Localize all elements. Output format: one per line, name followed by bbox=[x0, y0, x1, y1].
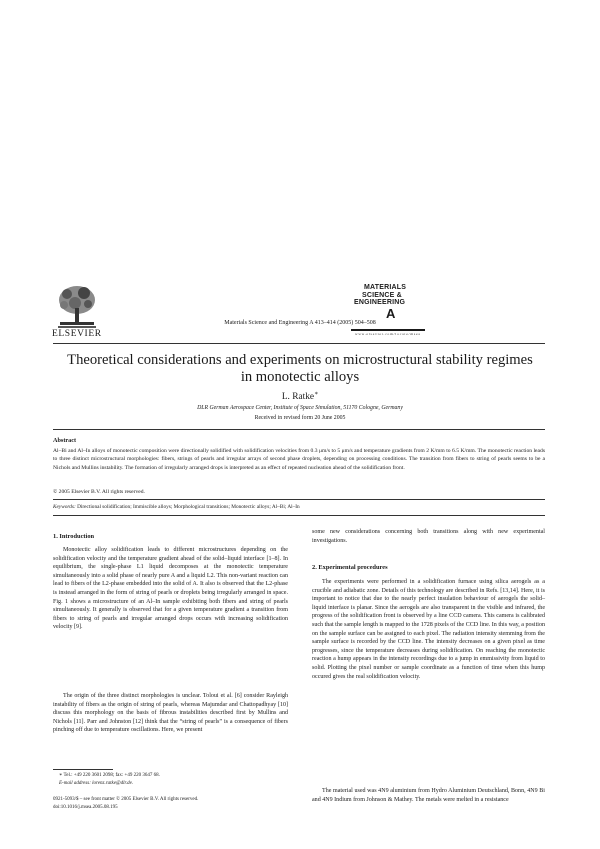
journal-logo-line3: ENGINEERING bbox=[354, 299, 406, 306]
received-date: Received in revised form 20 June 2005 bbox=[254, 415, 346, 421]
section-heading-introduction: 1. Introduction bbox=[53, 533, 95, 540]
intro-paragraph-1: Monotectic alloy solidification leads to different microstructures depending on the solidification velocity and the temperature gradient ahead of the solid–liquid interface [1–8]. In equilibrium, the single-phase L1 liquid decomposes at the monotectic temperature simultaneously into a solid phase of nearly pure A and a liquid L2. This non-variant reaction can lead to fibers of the L2-phase embedded into the solid of A. It also is observed that the L2-phase is instead arranged in the form of string of pearls or droplets being irregularly arranged in space. Fig. 1 shows a microstructure of an Al–In sample exhibiting both fibers and string of pearls simultaneously. It generally is observed that for a given temperature gradient a transition from fibers to string of pearls and irregular arranged drops occurs with increasing solidification velocity [9]. bbox=[53, 547, 288, 631]
footnote-telephone: ∗ Tel.: +49 220 3601 2098; fax: +49 220 3647 68. bbox=[59, 773, 160, 778]
keywords-rule bbox=[53, 499, 545, 500]
issn-line: 0921-5093/$ – see front matter © 2005 Elsevier B.V. All rights reserved. bbox=[53, 797, 199, 802]
section-heading-experimental: 2. Experimental procedures bbox=[312, 564, 388, 571]
journal-logo-bar bbox=[351, 329, 425, 331]
abstract-copyright: © 2005 Elsevier B.V. All rights reserved. bbox=[53, 489, 145, 495]
journal-logo-line2: SCIENCE & bbox=[362, 291, 402, 299]
keywords-bottom-rule bbox=[53, 515, 545, 516]
intro-continued: some new considerations concerning both transitions along with new experimental investigations. bbox=[312, 529, 545, 544]
keywords-list: Directional solidification; Immiscible alloys; Morphological transitions; Monotectic alloys; Al–Bi; Al–In bbox=[77, 504, 300, 510]
footnote-rule bbox=[53, 769, 113, 770]
article-title: Theoretical considerations and experiments on microstructural stability regimes in monotectic alloys bbox=[67, 352, 533, 385]
header-rule bbox=[53, 343, 545, 344]
author-affiliation: DLR German Aerospace Center, Institute of Space Simulation, 51170 Cologne, Germany bbox=[197, 405, 403, 411]
author-name: L. Ratke bbox=[281, 392, 315, 403]
keywords-label: Keywords: bbox=[53, 504, 76, 510]
author-footnote-mark: ∗ bbox=[314, 391, 319, 397]
elsevier-tree-logo-icon bbox=[56, 284, 98, 330]
journal-logo-letter: A bbox=[386, 305, 396, 321]
author-line bbox=[60, 390, 540, 402]
experimental-paragraph-1: The experiments were performed in a solidification furnace using silica aerogels as a crucible and adiabatic zone. Details of this technology are described in Refs. [13,14]. Here, it is important to notice that due to the nearly perfect insulation behaviour of aerogels the solid–liquid interface is planar. Since the aerogels are also transparent in the visible and infrared, the progress of the solidification front is observed by a line CCD camera. This camera is calibrated such that the sample length is mapped to the 1728 pixels of the CCD line. In this way, a position on the sample surface can be assigned to each pixel. The radiation intensity stemming from the sample surface is recorded by the CCD line. The intensity decreases on a given pixel as time progresses, since the temperature decreases during solidification. On reaching the monotectic reaction a hump appears in the intensity recordings due to a jump in emmissivity from liquid to solid. Plotting the pixel number or sample coordinate as a function of time when this hump occured gives the real solidification velocity. bbox=[312, 579, 545, 680]
intro-paragraph-2: The origin of the three distinct morphologies is unclear. Toloui et al. [6] consider Rayleigh instability of fibers as the origin of string of pearls, whereas Majumdar and Chattopadhyay [10] discuss this morphology on the basis of fibrous instabilities described first by Mullins and Nichols [11]. Parr and Johnston [12] think that the “string of pearls” is a consequence of fibers pinching off due to temperature oscillations. Here, we present bbox=[53, 693, 288, 734]
journal-logo bbox=[350, 284, 430, 320]
journal-logo-line1: MATERIALS bbox=[364, 284, 407, 291]
doi-line: doi:10.1016/j.msea.2005.08.195 bbox=[53, 805, 118, 810]
abstract-top-rule bbox=[53, 429, 545, 430]
journal-logo-tagline: www.elsevier.com/locate/msea bbox=[355, 332, 421, 336]
publisher-name: ELSEVIER bbox=[52, 329, 102, 339]
abstract-heading: Abstract bbox=[53, 437, 77, 444]
journal-citation: Materials Science and Engineering A 413–414 (2005) 504–508 bbox=[224, 320, 376, 326]
abstract-text: Al–Bi and Al–In alloys of monotectic composition were directionally solidified with solidification velocities from 0.3 μm/s to 5 μm/s and temperature gradients from 2 K/mm to 6.5 K/mm. The monotectic reaction leads to three distinct microstructural morphologies: fibers, strings of pearls and irregular arrays of second phase droplets, depending on processing conditions. The transition from fibers to string of pearls seems to be a Nichols and Mullins instability. The formation of irregularly arranged drops is interpreted as an effect of repeated nucleation ahead of the solidification front. bbox=[53, 448, 545, 471]
footnote-email: E-mail address: lorenz.ratke@dlr.de. bbox=[59, 781, 134, 786]
experimental-paragraph-2: The material used was 4N9 aluminium from Hydro Aluminium Deutschland, Bonn, 4N9 Bi and 4N9 Indium from Johnson & Mathey. The metals were melted in a resistance bbox=[312, 788, 545, 803]
keywords-line bbox=[53, 504, 545, 510]
